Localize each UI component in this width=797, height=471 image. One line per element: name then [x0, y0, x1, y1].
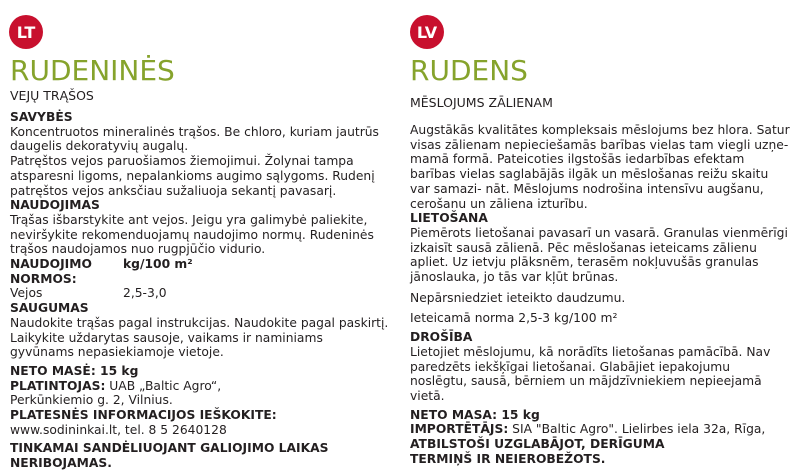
lt-usage-text: Trąšas išbarstykite ant vejos. Jeigu yra galimybė paliekite, neviršykite rekomenduojamų naudojimo normų. Rudeninės trąšos naudojamos nuo rugpjūčio vidurio. — [10, 212, 374, 257]
lt-norm-label: NAUDOJIMO NORMOS: — [10, 257, 92, 286]
lv-usage-text-3: Ieteicamā norma 2,5-3 kg/100 m² — [410, 311, 618, 326]
lt-norm-row — [10, 286, 390, 301]
lt-net-mass: NETO MASĖ: 15 kg — [10, 363, 139, 378]
lt-producer — [10, 379, 390, 394]
lv-importer-label: IMPORTĒTĀJS: — [410, 422, 509, 437]
lv-usage-heading: LIETOŠANA — [410, 211, 488, 226]
lv-safety-text: Lietojiet mēslojumu, kā norādīts lietošanas pamācībā. Nav paredzēts iekšķīgai lietošanai. Glabājiet iepakojumu noslēgtu, sausā, bērniem un mājdzīvniekiem nepieejamā vietā. — [410, 344, 771, 403]
lt-product-subtitle: VEJŲ TRĄŠOS — [10, 88, 94, 103]
lt-producer-label: PLATINTOJAS: — [10, 378, 106, 393]
lv-product-title: RUDENS — [410, 54, 528, 87]
lv-column — [398, 0, 797, 466]
lt-properties-text-1: Koncentruotos mineralinės trąšos. Be chloro, kuriam jautrūs daugelis dekoratyvių augalų. — [10, 124, 379, 154]
lt-properties-text-2: Patręštos vejos paruošiamos žiemojimui. Žolynai tampa atsparesni ligoms, nepalankioms augimo sąlygoms. Rudenį patręštos vejos anksčiau sužaliuoja sekantį pavasarį. — [10, 154, 375, 198]
lv-body — [410, 123, 790, 466]
lt-column — [0, 0, 398, 471]
lt-safety-heading: SAUGUMAS — [10, 301, 89, 316]
lt-storage-note: TINKAMAI SANDĖLIUOJANT GALIOJIMO LAIKAS NERIBOJAMAS. — [10, 441, 329, 471]
lv-importer — [410, 422, 790, 437]
lt-norm-unit: kg/100 m² — [123, 257, 193, 272]
lt-info-value: www.sodininkai.lt, tel. 8 5 2640128 — [10, 422, 227, 437]
lv-language-badge: LV — [410, 15, 444, 49]
lv-storage-note: ATBILSTOŠI UZGLABĀJOT, DERĪGUMA TERMIŅŠ IR NEIEROBEŽOTS. — [410, 437, 665, 466]
lt-info-label: PLATESNĖS INFORMACIJOS IEŠKOKITE: — [10, 408, 277, 423]
lt-usage-heading: NAUDOJIMAS — [10, 198, 100, 213]
lv-intro-text: Augstākās kvalitātes kompleksais mēslojums bez hlora. Satur visas zālienam nepieciešamās barības vielas tam viegli uzņe- mamā formā. Pateicoties ilgstošās iedarbības efektam barības vielas saglabājās ilgāk un mēslošanas reižu skaitu var samazi- nāt. Mēslojums nodrošina intensīvu augšanu, cerošanu un zāliena izturību. — [410, 123, 790, 211]
lt-norm-value: 2,5-3,0 — [123, 286, 167, 301]
lv-usage-text-2: Nepārsniedziet ieteikto daudzumu. — [410, 290, 626, 305]
lt-norm-header — [10, 257, 390, 286]
lt-properties-heading: SAVYBĖS — [10, 110, 73, 124]
lv-importer-value: SIA "Baltic Agro". Lielirbes iela 32a, Rīga, — [508, 422, 766, 437]
lt-body — [10, 110, 390, 471]
lv-product-subtitle: MĒSLOJUMS ZĀLIENAM — [410, 95, 553, 110]
lt-producer-value: UAB „Baltic Agro“, — [105, 378, 222, 393]
lt-safety-text: Naudokite trąšas pagal instrukcijas. Naudokite pagal paskirtį. Laikykite uždarytas sausoje, vaikams ir naminiams gyvūnams nepasiekiamoje vietoje. — [10, 315, 389, 360]
lv-net-mass: NETO MASA: 15 kg — [410, 407, 540, 422]
lt-product-title: RUDENINĖS — [10, 54, 175, 87]
lt-producer-address: Perkūnkiemio g. 2, Vilnius. — [10, 393, 173, 408]
lt-norm-item: Vejos — [10, 286, 43, 301]
lt-language-badge: LT — [9, 15, 43, 49]
lv-usage-text-1: Piemērots lietošanai pavasarī un vasarā. Granulas vienmērīgi izkaisīt sausā zālienā. Pēc mēslošanas ieteicams zālienu apliet. Uz ietvju plāksnēm, terasēm nokļuvušās granulas jānoslauka, jo tās var kļūt brūnas. — [410, 225, 788, 285]
lv-safety-heading: DROŠĪBA — [410, 330, 473, 345]
